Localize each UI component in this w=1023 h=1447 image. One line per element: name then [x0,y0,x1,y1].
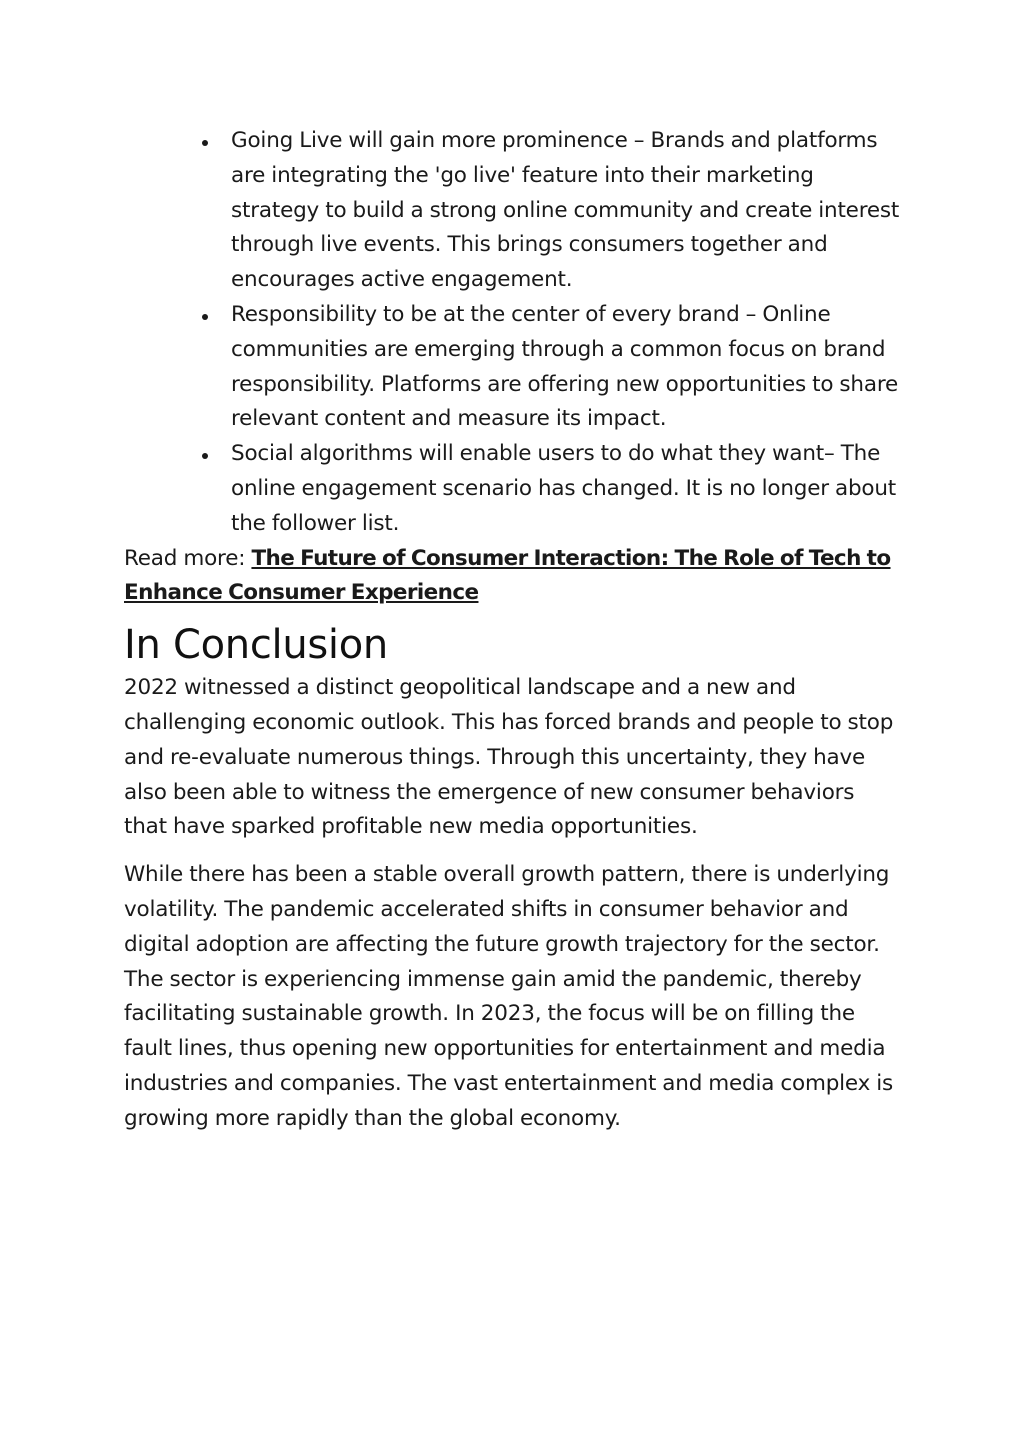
read-more-prefix: Read more: [124,545,252,571]
read-more-link[interactable]: The Future of Consumer Interaction: The Role of Tech to Enhance Consumer Experience [124,545,891,606]
bullet-item-social-algorithms: Social algorithms will enable users to do what they want– The online engagement scenario has changed. It is no longer about the follower list. [231,437,900,541]
conclusion-paragraph-2: While there has been a stable overall growth pattern, there is underlying volatility. The pandemic accelerated shifts in consumer behavior and digital adoption are affecting the future growth trajectory for the sector. The sector is experiencing immense gain amid the pandemic, thereby facilitating sustainable growth. In 2023, the focus will be on filling the fault lines, thus opening new opportunities for entertainment and media industries and companies. The vast entertainment and media complex is growing more rapidly than the global economy. [124,862,894,1131]
bullet-item-responsibility: Responsibility to be at the center of every brand – Online communities are emerging through a common focus on brand responsibility. Platforms are offering new opportunities to share relevant content and measure its impact. [231,298,900,437]
bullet-item-going-live: Going Live will gain more prominence – Brands and platforms are integrating the 'go live' feature into their marketing strategy to build a strong online community and create interest through live events. This brings consumers together and encourages active engagement. [231,124,900,298]
section-heading: In Conclusion [124,622,388,669]
conclusion-paragraph-1: 2022 witnessed a distinct geopolitical landscape and a new and challenging economic outlook. This has forced brands and people to stop and re-evaluate numerous things. Through this uncertainty, they have also been able to witness the emergence of new consumer behaviors that have sparked profitable new media opportunities. [124,675,894,840]
read-more-line [124,542,900,612]
trend-bullet-list [124,124,900,542]
document-page [124,124,900,1150]
